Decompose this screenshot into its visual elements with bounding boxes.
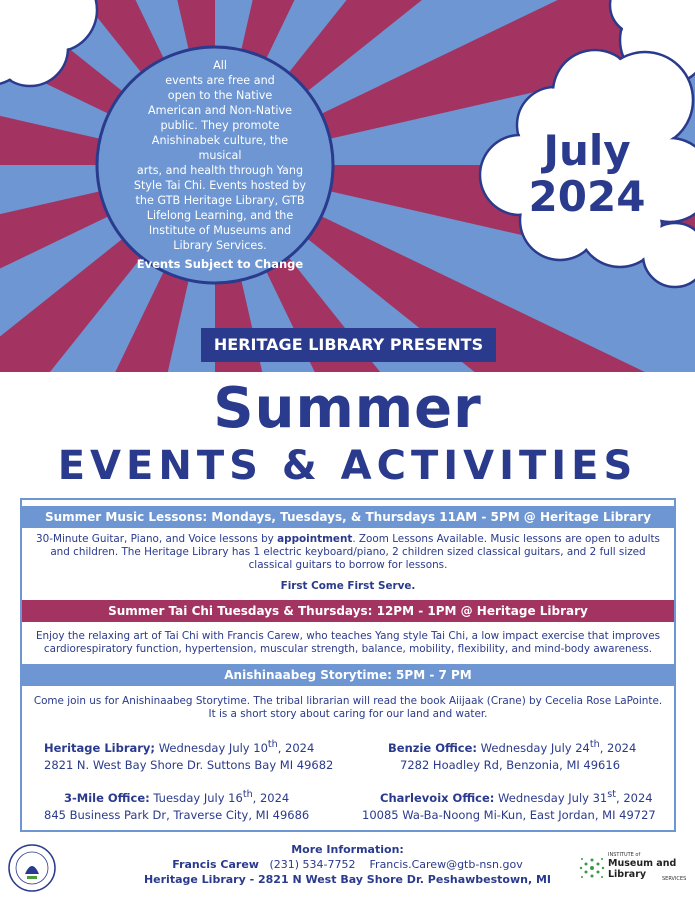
- intro-line: Style Tai Chi. Events hosted by: [133, 179, 307, 192]
- events-panel: [20, 498, 676, 832]
- location-name: Charlevoix Office:: [380, 790, 495, 805]
- imls-logo: [578, 852, 688, 892]
- location-day: Wednesday July 10: [158, 740, 268, 755]
- intro-text: [130, 58, 310, 253]
- contact-phone[interactable]: (231) 534-7752: [269, 858, 356, 871]
- intro-line: the GTB Heritage Library, GTB: [135, 194, 305, 207]
- location-address: 845 Business Park Dr, Traverse City, MI 49686: [44, 807, 310, 822]
- location-day-suffix: th: [242, 789, 253, 800]
- taichi-heading: Summer Tai Chi Tuesdays & Thursdays: 12PM - 1PM @ Heritage Library: [22, 600, 674, 622]
- location-address: 7282 Hoadley Rd, Benzonia, MI 49616: [400, 757, 621, 772]
- footer-address: Heritage Library - 2821 N West Bay Shore Dr. Peshawbestown, MI: [143, 873, 552, 886]
- location-address: 2821 N. West Bay Shore Dr. Suttons Bay MI 49682: [44, 757, 334, 772]
- location-charlevoix-office: [362, 786, 682, 824]
- imls-logo-main: Museum and Library: [608, 858, 677, 880]
- footer-heading: More Information:: [291, 843, 404, 856]
- location-name: 3-Mile Office:: [64, 790, 150, 805]
- location-day-suffix: th: [589, 739, 600, 750]
- year-label: 2024: [528, 172, 646, 221]
- location-year: , 2024: [616, 790, 653, 805]
- events-subject-to-change: Events Subject to Change: [136, 257, 304, 271]
- location-day-suffix: st: [607, 789, 617, 800]
- location-name: Heritage Library;: [44, 740, 156, 755]
- imls-logo-bottom: SERVICES: [662, 876, 687, 882]
- location-benzie-office: [388, 736, 695, 774]
- contact-email[interactable]: Francis.Carew@gtb-nsn.gov: [369, 858, 523, 871]
- storytime-description: Come join us for Anishinaabeg Storytime. The tribal librarian will read the book Aiijaak (Crane) by Cecelia Rose LaPointe. It is a short story about caring for our land and water.: [33, 695, 663, 720]
- location-day-suffix: th: [267, 739, 278, 750]
- location-day: Wednesday July 31: [498, 790, 608, 805]
- month-label: July: [543, 126, 631, 175]
- location-day: Tuesday July 16: [153, 790, 243, 805]
- intro-line: arts, and health through Yang: [136, 164, 304, 177]
- intro-line: Anishinabek culture, the musical: [151, 134, 289, 162]
- intro-line: All: [213, 59, 227, 72]
- hero-sunburst: [0, 0, 695, 372]
- location-year: , 2024: [277, 740, 315, 755]
- intro-line: events are free and: [165, 74, 275, 87]
- presents-banner: HERITAGE LIBRARY PRESENTS: [201, 328, 496, 362]
- location-year: , 2024: [599, 740, 637, 755]
- storytime-heading: Anishinaabeg Storytime: 5PM - 7 PM: [22, 664, 674, 686]
- imls-logo-top: INSTITUTE of: [608, 852, 641, 858]
- page-title: Summer: [213, 376, 482, 441]
- location-day: Wednesday July 24: [480, 740, 590, 755]
- location-heritage-library: [44, 736, 364, 774]
- intro-line: Institute of Museums and: [148, 224, 292, 237]
- location-address: 10085 Wa-Ba-Noong Mi-Kun, East Jordan, MI 49727: [362, 807, 656, 822]
- taichi-description: Enjoy the relaxing art of Tai Chi with Francis Carew, who teaches Yang style Tai Chi, a low impact exercise that improves cardiorespiratory function, hypertension, muscular strength, balance, mobility, flexibility, and mind-body awareness.: [35, 630, 661, 655]
- music-text-appointment: appointment: [277, 533, 353, 545]
- intro-line: American and Non-Native: [148, 104, 292, 117]
- music-heading: Summer Music Lessons: Mondays, Tuesdays, & Thursdays 11AM - 5PM @ Heritage Library: [22, 506, 674, 528]
- intro-line: public. They promote: [160, 119, 280, 132]
- music-text: 30-Minute Guitar, Piano, and Voice lessons by: [36, 533, 278, 545]
- contact-name: Francis Carew: [172, 858, 259, 871]
- page-subtitle: EVENTS & ACTIVITIES: [57, 443, 638, 489]
- intro-line: open to the Native: [167, 89, 273, 102]
- event-month-year: [512, 128, 662, 220]
- music-note: First Come First Serve.: [280, 580, 416, 592]
- location-3-mile-office: [44, 786, 364, 824]
- gtb-seal-icon: [7, 842, 57, 894]
- imls-burst-icon: [578, 852, 606, 884]
- intro-line: Library Services.: [173, 239, 267, 252]
- intro-line: Lifelong Learning, and the: [146, 209, 294, 222]
- location-name: Benzie Office:: [388, 740, 478, 755]
- location-year: , 2024: [252, 790, 290, 805]
- music-text-rest: . Zoom Lessons Available. Music lessons are open to adults and children. The Heritage Library has 1 electric keyboard/piano, 2 children sized classical guitars, and 2 full sized classical guitars to borrow for lessons.: [50, 533, 660, 571]
- music-description: [30, 533, 666, 572]
